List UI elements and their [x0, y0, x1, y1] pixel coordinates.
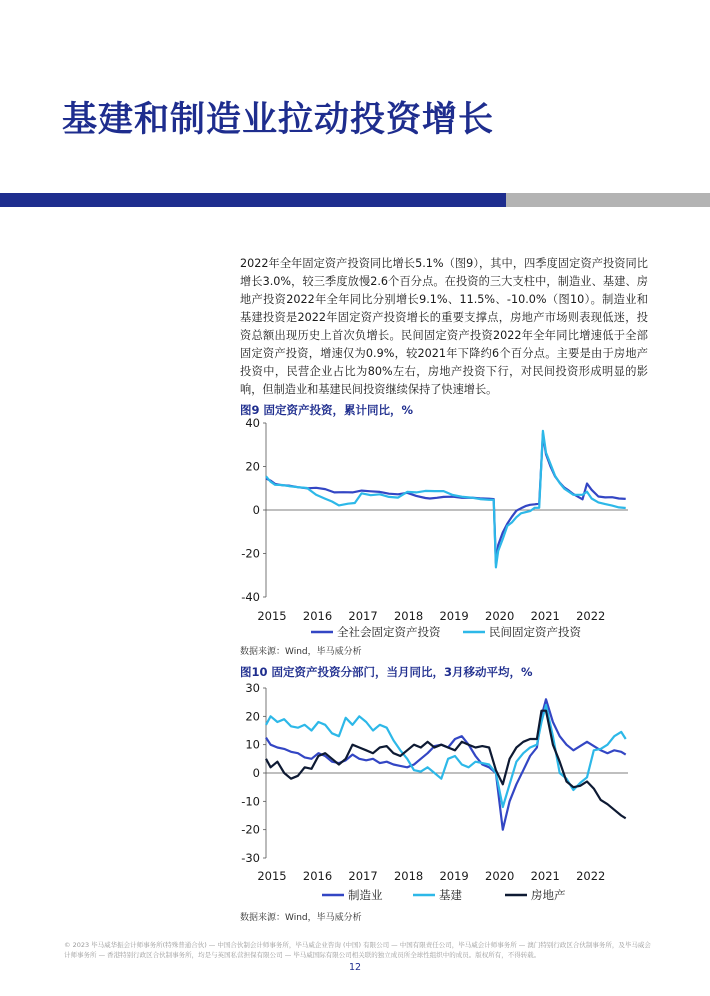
- legend-label: 民间固定资产投资: [489, 625, 581, 639]
- y-tick-label: 10: [245, 737, 260, 752]
- y-tick-label: 20: [245, 459, 260, 474]
- x-tick-label: 2022: [576, 869, 606, 883]
- copyright-footer: © 2023 毕马威华振会计师事务所(特殊普通合伙) — 中国合伙制会计师事务所，毕马威企业咨询 (中国) 有限公司 — 中国有限责任公司，毕马威会计师事务所 — 澳门特别行政区合伙制事务所，及毕马威会计师事务所 — 香港特别行政区合伙制事务所，均是与英国私营担保有限公司 — 毕马威国际有限公司相关联的独立成员所全球性组织中的成员。版权所有，不得转载。: [64, 941, 651, 959]
- x-tick-label: 2017: [348, 869, 378, 883]
- figure10-title: 图10 固定资产投资分部门，当月同比，3月移动平均，%: [240, 665, 533, 679]
- body-paragraph: 2022年全年固定资产投资同比增长5.1%（图9），其中，四季度固定资产投资同比增长3.0%，较三季度放慢2.6个百分点。在投资的三大支柱中，制造业、基建、房地产投资2022年全年同比分别增长9.1%、11.5%、-10.0%（图10）。制造业和基建投资是2022年固定资产投资增长的重要支撑点，房地产市场则表现低迷，投资总额出现历史上首次负增长。民间固定资产投资2022年全年同比增速低于全部固定资产投资，增速仅为0.9%，较2021年下降约6个百分点。主要是由于房地产投资中，民营企业占比为80%左右，房地产投资下行，对民间投资形成明显的影响，但制造业和基建民间投资继续保持了快速增长。: [240, 257, 648, 396]
- figure9-source: 数据来源：Wind，毕马威分析: [240, 647, 362, 657]
- legend-label: 制造业: [348, 888, 383, 902]
- x-tick-label: 2015: [257, 869, 287, 883]
- y-tick-label: -20: [241, 822, 260, 837]
- y-tick-label: -30: [241, 851, 260, 865]
- x-tick-label: 2019: [439, 869, 469, 883]
- page-number: 12: [348, 962, 362, 973]
- legend-label: 房地产: [531, 888, 566, 902]
- y-tick-label: 20: [245, 709, 260, 724]
- x-tick-label: 2017: [348, 609, 378, 623]
- figure10-source: 数据来源：Wind，毕马威分析: [240, 913, 362, 923]
- y-tick-label: 30: [245, 681, 260, 695]
- x-tick-label: 2016: [302, 609, 333, 623]
- page-title: 基建和制造业拉动投资增长: [62, 100, 495, 140]
- x-tick-label: 2020: [485, 609, 515, 623]
- x-tick-label: 2016: [302, 869, 333, 883]
- y-tick-label: -20: [241, 546, 260, 561]
- legend-label: 全社会固定资产投资: [337, 625, 441, 639]
- x-tick-label: 2021: [530, 869, 560, 883]
- x-tick-label: 2018: [393, 869, 424, 883]
- y-tick-label: 0: [252, 766, 260, 780]
- figure9-title: 图9 固定资产投资，累计同比，%: [240, 403, 414, 417]
- x-tick-label: 2021: [530, 609, 560, 623]
- y-tick-label: -40: [241, 590, 260, 604]
- x-tick-label: 2022: [576, 609, 606, 623]
- y-tick-label: 40: [245, 416, 260, 430]
- x-tick-label: 2018: [393, 609, 424, 623]
- legend-label: 基建: [439, 888, 462, 902]
- x-tick-label: 2020: [485, 869, 515, 883]
- x-tick-label: 2015: [257, 609, 287, 623]
- x-tick-label: 2019: [439, 609, 469, 623]
- y-tick-label: 0: [252, 503, 260, 517]
- y-tick-label: -10: [241, 794, 260, 809]
